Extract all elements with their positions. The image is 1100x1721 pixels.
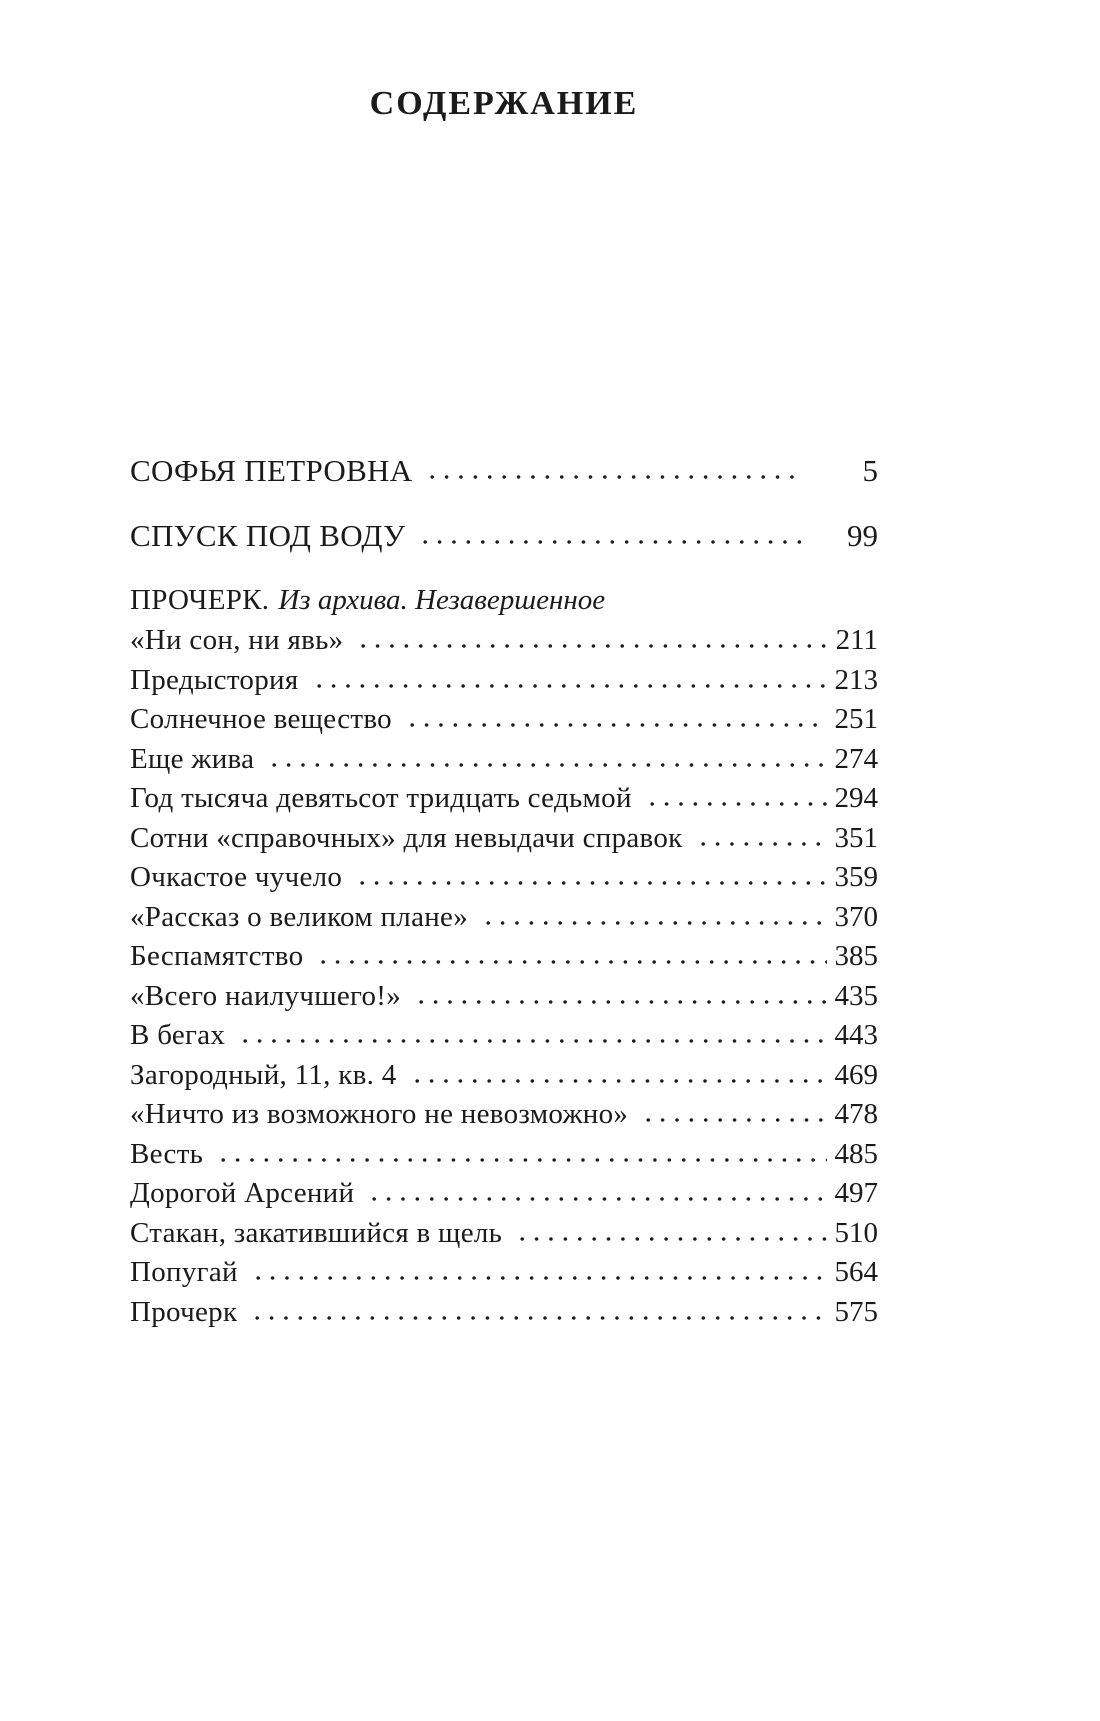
toc-entry-title: В бегах <box>130 1019 226 1051</box>
toc-entry <box>130 701 878 737</box>
leader-dots <box>238 1036 826 1046</box>
leader-dots <box>515 1234 826 1244</box>
leader-dots <box>355 878 826 888</box>
toc-entry-title: Очкастое чучело <box>130 861 343 893</box>
section-title: ПРОЧЕРК. <box>130 584 270 616</box>
leader-dots <box>696 839 827 849</box>
toc-entry-title: Год тысяча девятьсот тридцать седьмой <box>130 782 632 814</box>
toc-entry-title: «Всего наилучшего!» <box>130 979 402 1012</box>
toc-entry-page: 497 <box>834 1177 878 1209</box>
toc-top-entries <box>130 452 878 555</box>
page-title: СОДЕРЖАНИЕ <box>369 85 639 122</box>
toc-entry-page: 251 <box>834 703 878 735</box>
toc-entry <box>130 899 878 935</box>
toc-entry <box>130 780 878 816</box>
toc-entry <box>130 1294 878 1330</box>
toc-entry <box>130 978 878 1014</box>
toc-entry-title: Загородный, 11, кв. 4 <box>130 1058 397 1091</box>
leader-dots <box>645 799 827 809</box>
toc-entry <box>130 1175 878 1211</box>
toc-entry-title: «Рассказ о великом плане» <box>130 900 469 933</box>
leader-dots <box>641 1115 826 1125</box>
toc-entry-title: Прочерк <box>130 1295 238 1328</box>
toc-entry-title: Беспамятство <box>130 940 304 972</box>
toc-entry-page: 359 <box>834 861 878 893</box>
toc-entry-title: Предыстория <box>130 663 299 696</box>
toc-entry-page: 213 <box>834 663 878 696</box>
toc-entry-page: 294 <box>834 782 878 814</box>
toc-entry-page: 478 <box>834 1098 878 1130</box>
toc-entry-page: 469 <box>834 1058 878 1091</box>
leader-dots <box>250 1313 826 1323</box>
toc-entry-title: «Ни сон, ни явь» <box>130 624 344 656</box>
toc-section-header <box>130 582 878 618</box>
toc-entry-title: Солнечное вещество <box>130 703 392 735</box>
toc-entry-page: 575 <box>834 1295 878 1328</box>
toc-entry-title: СОФЬЯ ПЕТРОВНА <box>130 453 413 488</box>
toc-entry <box>130 452 878 490</box>
toc-entry-title: Еще жива <box>130 742 255 775</box>
toc-entry-page: 510 <box>834 1216 878 1249</box>
toc-entry-page: 351 <box>834 821 878 854</box>
toc-entry <box>130 741 878 777</box>
toc-entry-page: 5 <box>862 453 878 488</box>
toc-entry-title: Весть <box>130 1137 204 1170</box>
leader-dots <box>267 760 826 770</box>
toc-entries <box>130 622 878 1330</box>
toc-entry <box>130 1254 878 1290</box>
toc-column <box>130 0 878 1333</box>
toc-entry <box>130 1096 878 1132</box>
toc-entry <box>130 820 878 856</box>
toc-entry-title: Попугай <box>130 1256 238 1288</box>
leader-dots <box>410 1076 827 1086</box>
leader-dots <box>312 681 827 691</box>
toc-entry-page: 564 <box>834 1256 878 1288</box>
leader-dots <box>481 918 826 928</box>
toc-entry <box>130 1017 878 1053</box>
toc-entry-page: 211 <box>835 624 878 656</box>
toc-entry-page: 99 <box>847 518 878 553</box>
leader-dots <box>414 997 826 1007</box>
toc-entry-title: Сотни «справочных» для невыдачи справок <box>130 821 683 854</box>
leader-dots <box>251 1273 827 1283</box>
toc-entry <box>130 938 878 974</box>
toc-entry <box>130 1136 878 1172</box>
leader-dots <box>316 957 826 967</box>
section-subtitle: Из архива. Незавершенное <box>278 584 606 616</box>
toc-entry-page: 435 <box>834 979 878 1012</box>
toc-entry-title: «Ничто из возможного не невозможно» <box>130 1098 629 1130</box>
toc-entry-title: СПУСК ПОД ВОДУ <box>130 518 406 553</box>
toc-entry <box>130 622 878 658</box>
toc-entry-page: 385 <box>834 940 878 972</box>
toc-entry-page: 370 <box>834 900 878 933</box>
toc-entry-page: 485 <box>834 1137 878 1170</box>
leader-dots <box>367 1194 826 1204</box>
toc-entry-page: 274 <box>834 742 878 775</box>
leader-dots <box>216 1155 826 1165</box>
toc-entry <box>130 662 878 698</box>
toc-entry-title: Стакан, закатившийся в щель <box>130 1216 503 1249</box>
leader-dots <box>356 641 827 651</box>
toc-entry <box>130 517 878 555</box>
toc-entry-title: Дорогой Арсений <box>130 1177 355 1209</box>
toc-entry <box>130 859 878 895</box>
toc-entry-page: 443 <box>834 1019 878 1051</box>
leader-dots <box>418 537 802 547</box>
toc-entry <box>130 1057 878 1093</box>
leader-dots <box>425 472 802 482</box>
leader-dots <box>405 720 827 730</box>
toc-entry <box>130 1215 878 1251</box>
